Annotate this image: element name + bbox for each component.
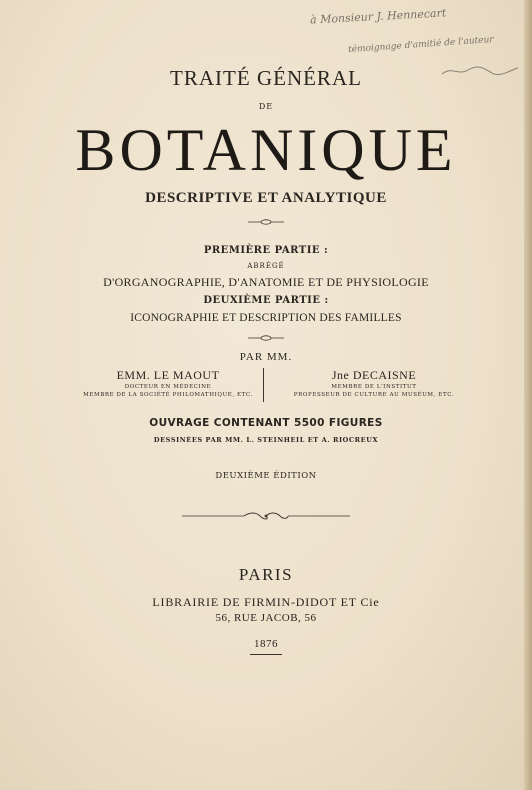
year-underline	[250, 654, 282, 655]
part2-heading: DEUXIÈME PARTIE :	[203, 295, 329, 306]
inscription-line-2: témoignage d'amitié de l'auteur	[347, 34, 495, 56]
author-1-name: EMM. LE MAOUT	[116, 368, 220, 382]
authors-divider	[263, 368, 264, 402]
edition: DEUXIÈME ÉDITION	[215, 471, 317, 481]
publisher: LIBRAIRIE DE FIRMIN-DIDOT ET Cie	[152, 595, 380, 609]
author-2-credential-2: PROFESSEUR DE CULTURE AU MUSÉUM, ETC.	[293, 392, 455, 398]
part1-abrege: ABRÉGÉ	[247, 262, 285, 270]
ornament-divider-2	[0, 334, 532, 342]
title-de: DE	[258, 102, 274, 111]
inscription-line-1: à Monsieur J. Hennecart	[309, 6, 447, 27]
author-2-name: Jne DECAISNE	[331, 368, 417, 382]
ouvrage-figures: OUVRAGE CONTENANT 5500 FIGURES	[149, 417, 383, 429]
main-title: BOTANIQUE	[75, 117, 457, 183]
par-mm: PAR MM.	[239, 351, 293, 363]
address: 56, RUE JACOB, 56	[215, 612, 317, 624]
part1-text: D'ORGANOGRAPHIE, D'ANATOMIE ET DE PHYSIOLOGIE	[103, 275, 429, 289]
part1-heading: PREMIÈRE PARTIE :	[203, 245, 329, 256]
author-1-credential-1: DOCTEUR EN MÉDECINE	[124, 384, 212, 390]
title-line-1: TRAITÉ GÉNÉRAL	[170, 66, 362, 90]
city: PARIS	[238, 565, 294, 584]
ornament-divider-1	[0, 218, 532, 226]
author-2-credential-1: MEMBRE DE L'INSTITUT	[331, 384, 417, 390]
part2-text: ICONOGRAPHIE ET DESCRIPTION DES FAMILLES	[130, 312, 402, 324]
authors-block	[60, 368, 472, 408]
author-1-credential-2: MEMBRE DE LA SOCIÉTÉ PHILOMATHIQUE, ETC.	[83, 392, 253, 398]
author-1	[68, 368, 268, 399]
illustrators: DESSINÉES PAR MM. L. STEINHEIL ET A. RIOCREUX	[153, 436, 379, 444]
subtitle: DESCRIPTIVE ET ANALYTIQUE	[145, 190, 387, 206]
year: 1876	[254, 638, 278, 650]
author-2	[274, 368, 474, 399]
ornament-rule	[0, 511, 532, 521]
